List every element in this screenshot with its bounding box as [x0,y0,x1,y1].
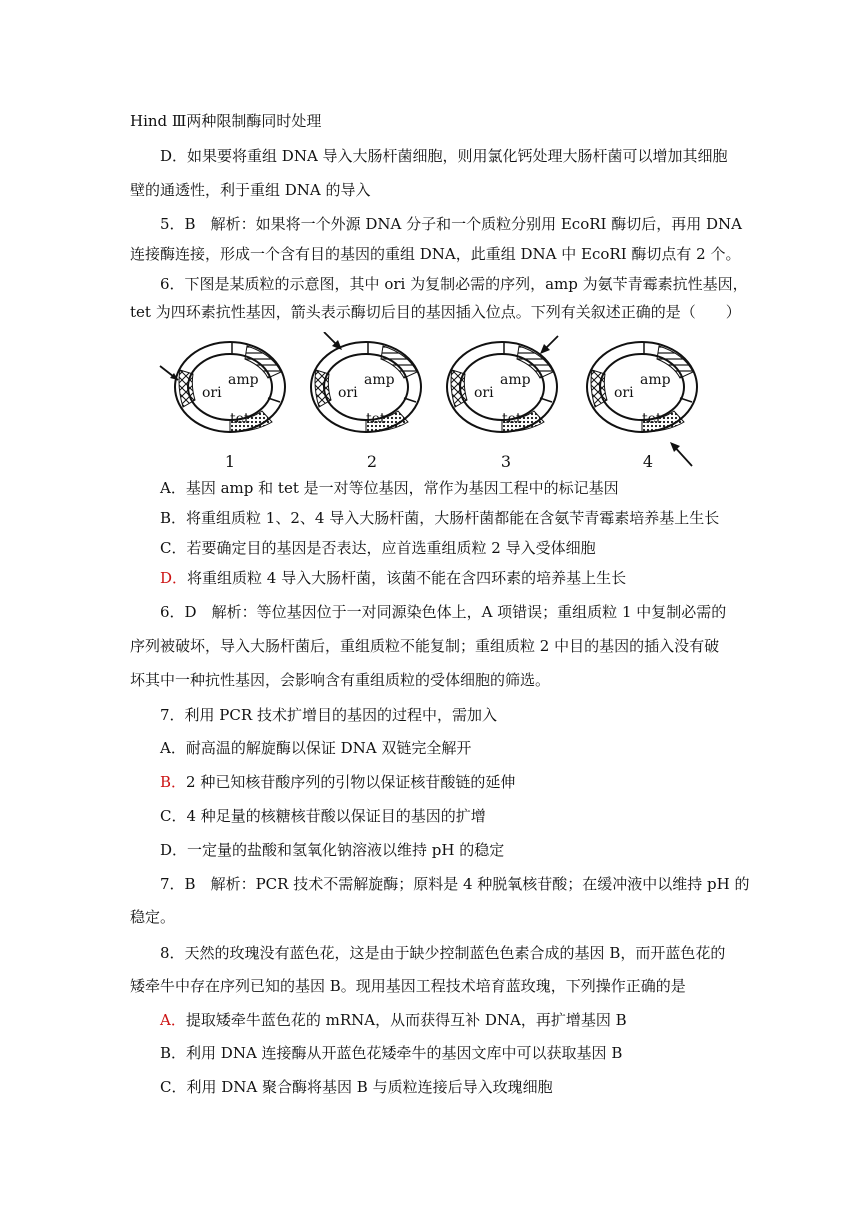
tet-label: tet [642,411,662,427]
figure-number: 1 [224,452,236,471]
q8-stem-line: 8．天然的玫瑰没有蓝色花，这是由于缺少控制蓝色色素合成的基因 B，而开蓝色花的 [160,944,726,962]
q6-option-c [160,538,730,558]
option-text: 若要确定目的基因是否表达，应首选重组质粒 2 导入受体细胞 [186,539,596,557]
q6-answer-line: 6．D 解析：等位基因位于一对同源染色体上，A 项错误；重组质粒 1 中复制必需的 [160,603,727,621]
option-text: 4 种足量的核糖核苷酸以保证目的基因的扩增 [186,807,486,825]
q6-option-b [160,508,730,528]
text-line: D．如果要将重组 DNA 导入大肠杆菌细胞，则用氯化钙处理大肠杆菌可以增加其细胞 [160,147,728,165]
q8-option-b [160,1043,730,1063]
option-letter: C． [160,807,187,825]
q7-option-c [160,806,730,826]
option-text: 将重组质粒 4 导入大肠杆菌，该菌不能在含四环素的培养基上生长 [187,569,627,587]
figure-number: 4 [642,452,654,471]
option-letter-correct: A． [160,1011,186,1029]
ori-label: ori [614,385,634,401]
option-text: 耐高温的解旋酶以保证 DNA 双链完全解开 [185,739,472,757]
figure-number: 2 [366,452,378,471]
q7-option-b [160,772,730,792]
q7-answer-line: 7．B 解析：PCR 技术不需解旋酶；原料是 4 种脱氧核苷酸；在缓冲液中以维持 pH 的 [160,875,750,893]
figure-number: 3 [500,452,512,471]
option-text: 提取矮牵牛蓝色花的 mRNA，从而获得互补 DNA，再扩增基因 B [185,1011,627,1029]
option-letter: B． [160,1044,187,1062]
tet-label: tet [502,411,522,427]
option-letter: B． [160,509,187,527]
q6-stem-line: 6．下图是某质粒的示意图，其中 ori 为复制必需的序列，amp 为氨苄青霉素抗性基因， [160,275,748,293]
option-text: 利用 DNA 聚合酶将基因 B 与质粒连接后导入玫瑰细胞 [186,1078,553,1096]
q6-option-d [160,568,730,588]
q8-option-a [160,1010,730,1030]
plasmid-2 [286,332,426,477]
text-line: Hind Ⅲ两种限制酶同时处理 [130,112,322,130]
tet-label: tet [366,411,386,427]
amp-label: amp [500,372,531,388]
q7-option-d [160,840,730,860]
text-line: 壁的通透性，利于重组 DNA 的导入 [130,181,371,199]
option-letter: D． [160,841,188,859]
plasmid-3 [422,332,562,477]
option-letter: A． [160,479,186,497]
option-letter-correct: D． [160,569,188,587]
option-letter-correct: B． [160,773,187,791]
option-text: 一定量的盐酸和氢氧化钠溶液以维持 pH 的稳定 [187,841,505,859]
option-text: 基因 amp 和 tet 是一对等位基因，常作为基因工程中的标记基因 [185,479,619,497]
q8-option-c [160,1077,730,1097]
q6-answer-line: 序列被破坏，导入大肠杆菌后，重组质粒不能复制；重组质粒 2 中目的基因的插入没有破 [130,637,720,655]
option-letter: A． [160,739,186,757]
q7-option-a [160,738,730,758]
plasmid-1 [150,332,290,477]
plasmid-4 [562,332,702,477]
option-text: 将重组质粒 1、2、4 导入大肠杆菌，大肠杆菌都能在含氨苄青霉素培养基上生长 [186,509,720,527]
q5-answer-line: 连接酶连接，形成一个含有目的基因的重组 DNA，此重组 DNA 中 EcoRI 酶切点有 2 个。 [130,245,741,263]
amp-label: amp [640,372,671,388]
tet-label: tet [230,411,250,427]
q6-stem-line: tet 为四环素抗性基因，箭头表示酶切后目的基因插入位点。下列有关叙述正确的是（ ） [130,303,741,321]
ori-label: ori [338,385,358,401]
ori-label: ori [474,385,494,401]
option-letter: C． [160,1078,187,1096]
amp-label: amp [364,372,395,388]
option-letter: C． [160,539,187,557]
ori-label: ori [202,385,222,401]
amp-label: amp [228,372,259,388]
q6-answer-line: 坏其中一种抗性基因，会影响含有重组质粒的受体细胞的筛选。 [130,671,551,689]
q7-stem: 7．利用 PCR 技术扩增目的基因的过程中，需加入 [160,706,497,724]
option-text: 利用 DNA 连接酶从开蓝色花矮牵牛的基因文库中可以获取基因 B [186,1044,623,1062]
q6-option-a [160,478,730,498]
q5-answer-line: 5．B 解析：如果将一个外源 DNA 分子和一个质粒分别用 EcoRI 酶切后，再用 DNA [160,215,742,233]
plasmid-figures [150,332,710,477]
q7-answer-line: 稳定。 [130,908,176,926]
q8-stem-line: 矮牵牛中存在序列已知的基因 B。现用基因工程技术培育蓝玫瑰，下列操作正确的是 [130,977,686,995]
option-text: 2 种已知核苷酸序列的引物以保证核苷酸链的延伸 [186,773,516,791]
